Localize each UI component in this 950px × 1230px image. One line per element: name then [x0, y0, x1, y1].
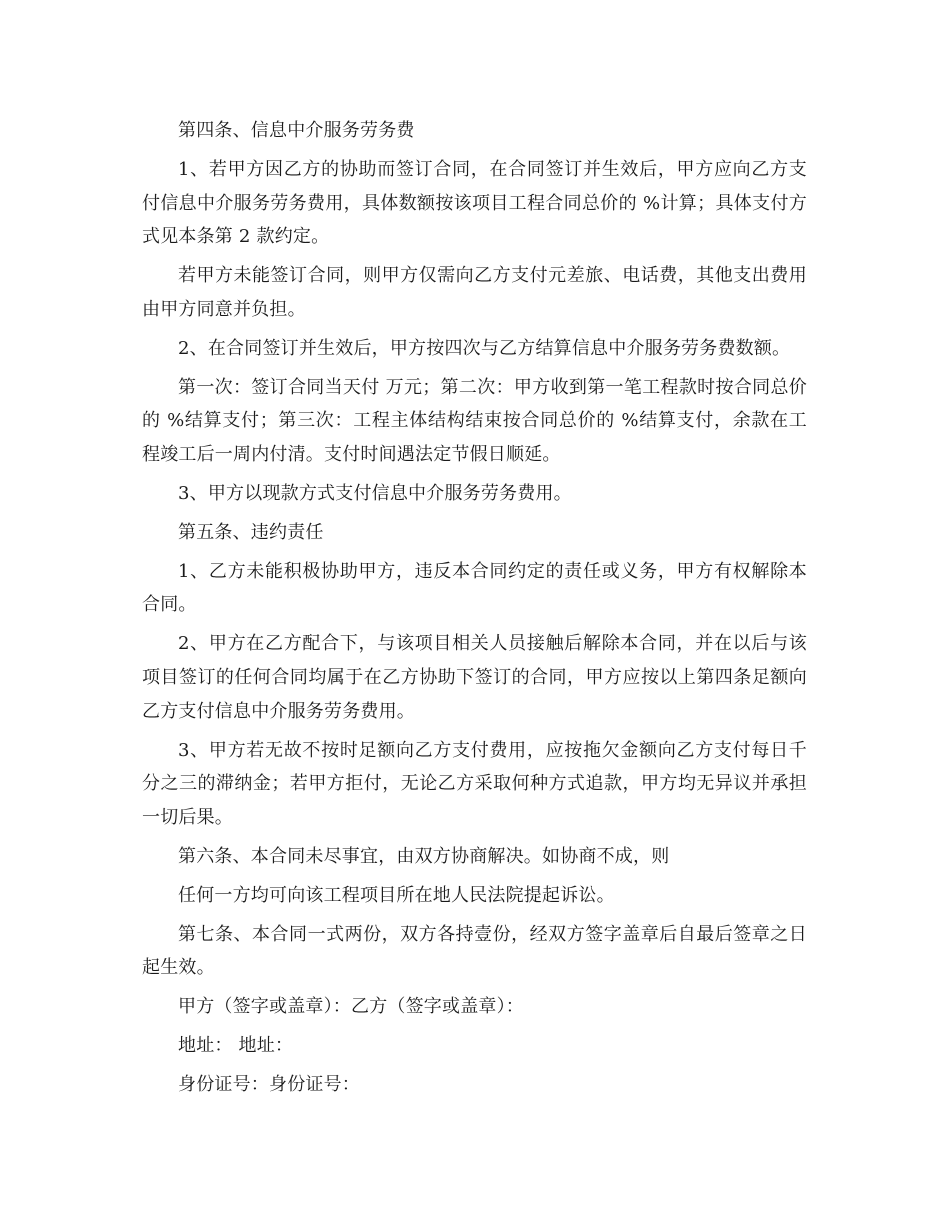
article-6-continuation: 任何一方均可向该工程项目所在地人民法院提起诉讼。 [178, 884, 615, 906]
article-4-clause-1-note: 若甲方未能签订合同，则甲方仅需向乙方支付元差旅、电话费，其他支出费用由甲方同意并负担。 [142, 265, 807, 320]
payment-schedule: 第一次：签订合同当天付 万元；第二次：甲方收到第一笔工程款时按合同总价的 %结算支付；第三次：工程主体结构结束按合同总价的 %结算支付，余款在工程竣工后一周内付清。支付时间遇法定节假日顺延。 [142, 376, 807, 466]
article-5-clause-3: 3、甲方若无故不按时足额向乙方支付费用，应按拖欠金额向乙方支付每日千分之三的滞纳金；若甲方拒付，无论乙方采取何种方式追款，甲方均无异议并承担一切后果。 [142, 739, 807, 829]
article-4-clause-2: 2、在合同签订并生效后，甲方按四次与乙方结算信息中介服务劳务费数额。 [178, 337, 791, 359]
article-7-text: 第七条、本合同一式两份，双方各持壹份，经双方签字盖章后自最后签章之日起生效。 [142, 923, 807, 979]
article-4-clause-1: 1、若甲方因乙方的协助而签订合同，在合同签订并生效后，甲方应向乙方支付信息中介服务劳务费用，具体数额按该项目工程合同总价的 %计算；具体支付方式见本条第 2 款约定。 [142, 158, 807, 248]
article-4-heading: 第四条、信息中介服务劳务费 [178, 120, 415, 141]
id-number-line: 身份证号：身份证号： [178, 1073, 360, 1095]
article-6-text: 第六条、本合同未尽事宜，由双方协商解决。如协商不成，则 [178, 845, 670, 867]
signature-line: 甲方（签字或盖章）：乙方（签字或盖章）： [178, 996, 524, 1018]
address-line: 地址： 地址： [178, 1034, 294, 1056]
article-5-clause-1: 1、乙方未能积极协助甲方，违反本合同约定的责任或义务，甲方有权解除本合同。 [142, 560, 807, 616]
article-5-clause-2: 2、甲方在乙方配合下，与该项目相关人员接触后解除本合同，并在以后与该项目签订的任何合同均属于在乙方协助下签订的合同，甲方应按以上第四条足额向乙方支付信息中介服务劳务费用。 [142, 633, 807, 722]
article-4-clause-3: 3、甲方以现款方式支付信息中介服务劳务费用。 [178, 482, 572, 504]
article-5-heading: 第五条、违约责任 [178, 521, 324, 543]
contract-body [142, 114, 807, 1107]
